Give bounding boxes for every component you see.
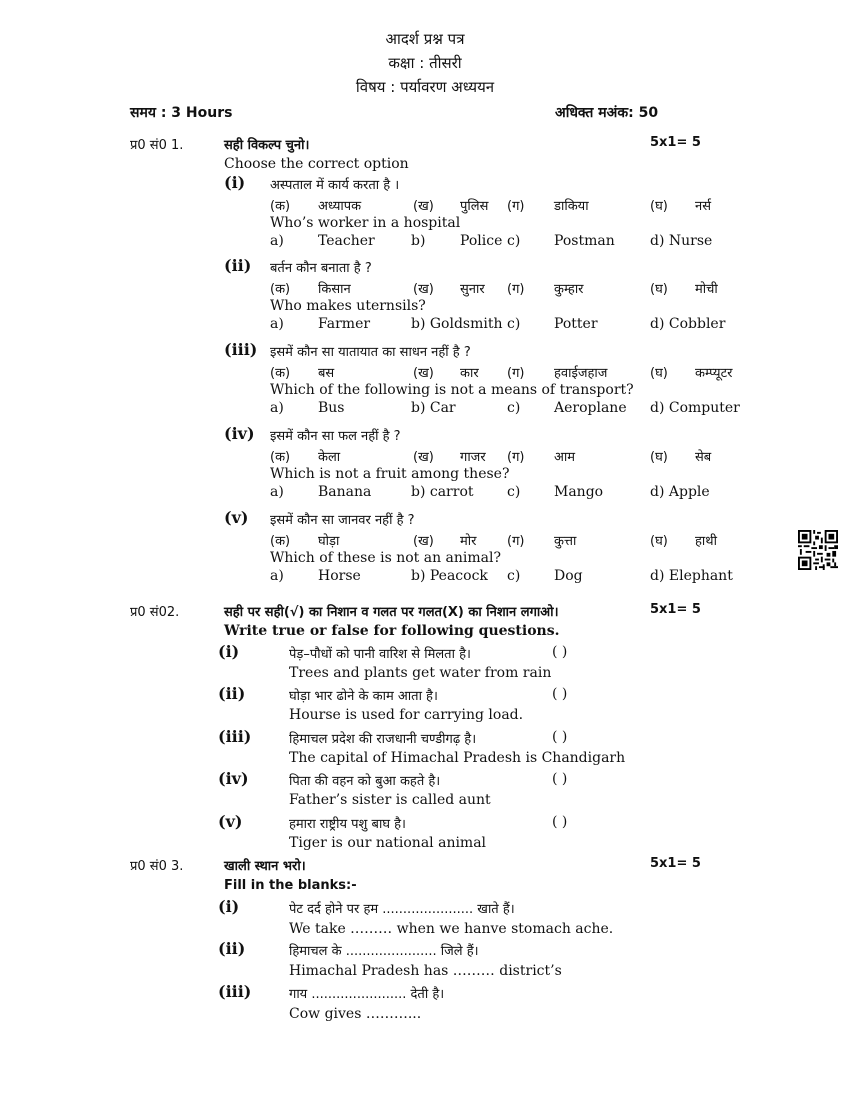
option-hindi: मोर bbox=[460, 534, 477, 549]
item-numeral: (i) bbox=[218, 642, 240, 661]
statement-english: Tiger is our national animal bbox=[289, 835, 487, 851]
option-english: b) Car bbox=[411, 400, 456, 416]
answer-blank: ( ) bbox=[552, 686, 568, 702]
qr-code-icon bbox=[798, 530, 838, 570]
blank-english: Cow gives ………... bbox=[289, 1006, 422, 1022]
item-numeral: (iv) bbox=[224, 424, 255, 443]
option-hindi: (घ) bbox=[650, 199, 668, 214]
option-english: Banana bbox=[318, 484, 372, 500]
item-numeral: (iii) bbox=[218, 727, 252, 746]
option-english: Potter bbox=[554, 316, 598, 332]
option-hindi: कम्प्यूटर bbox=[695, 366, 733, 381]
q1-number: प्र0 सं0 1. bbox=[130, 138, 184, 153]
item-numeral: (i) bbox=[218, 897, 240, 916]
q3-marks: 5x1= 5 bbox=[650, 856, 701, 871]
option-hindi: (ग) bbox=[507, 282, 525, 297]
option-hindi: पुलिस bbox=[460, 199, 489, 214]
option-hindi: (ख) bbox=[413, 366, 434, 381]
option-hindi: कुम्हार bbox=[554, 282, 584, 297]
question-english: Which of the following is not a means of transport? bbox=[270, 382, 634, 398]
q2-title-hindi: सही पर सही(√) का निशान व गलत पर गलत(X) का निशान लगाओ। bbox=[224, 605, 559, 620]
q2-title-english: Write true or false for following questions. bbox=[224, 623, 560, 639]
option-english: a) bbox=[270, 484, 284, 500]
option-hindi: घोड़ा bbox=[318, 534, 340, 549]
option-english: c) bbox=[507, 568, 521, 584]
option-english: d) Elephant bbox=[650, 568, 733, 584]
item-numeral: (ii) bbox=[224, 256, 252, 275]
option-english: Postman bbox=[554, 233, 615, 249]
option-english: b) Goldsmith bbox=[411, 316, 503, 332]
option-hindi: (ग) bbox=[507, 199, 525, 214]
option-hindi: (क) bbox=[270, 534, 291, 549]
question-english: Which is not a fruit among these? bbox=[270, 466, 510, 482]
option-english: b) Peacock bbox=[411, 568, 488, 584]
option-hindi: गाजर bbox=[460, 450, 486, 465]
option-hindi: (ख) bbox=[413, 282, 434, 297]
option-hindi: (क) bbox=[270, 282, 291, 297]
statement-hindi: घोड़ा भार ढोने के काम आता है। bbox=[289, 689, 438, 704]
paper-title: आदर्श प्रश्न पत्र bbox=[385, 30, 465, 48]
option-english: Horse bbox=[318, 568, 361, 584]
statement-english: Trees and plants get water from rain bbox=[289, 665, 552, 681]
item-numeral: (ii) bbox=[218, 684, 246, 703]
option-english: d) Nurse bbox=[650, 233, 713, 249]
item-numeral: (v) bbox=[218, 812, 243, 831]
option-hindi: हवाईजहाज bbox=[554, 366, 608, 381]
option-hindi: मोची bbox=[695, 282, 718, 297]
item-numeral: (iii) bbox=[224, 340, 258, 359]
question-hindi: इसमें कौन सा यातायात का साधन नहीं है ? bbox=[270, 345, 471, 360]
option-english: Police bbox=[460, 233, 503, 249]
option-hindi: (घ) bbox=[650, 366, 668, 381]
option-english: c) bbox=[507, 316, 521, 332]
option-english: Dog bbox=[554, 568, 583, 584]
time-label: समय : 3 Hours bbox=[130, 105, 233, 121]
option-hindi: अध्यापक bbox=[318, 199, 362, 214]
option-english: a) bbox=[270, 568, 284, 584]
q1-title-hindi: सही विकल्प चुनो। bbox=[224, 138, 310, 153]
option-hindi: हाथी bbox=[695, 534, 717, 549]
q2-number: प्र0 सं02. bbox=[130, 605, 180, 620]
option-hindi: (ख) bbox=[413, 534, 434, 549]
blank-english: Himachal Pradesh has ……… district’s bbox=[289, 963, 562, 979]
option-hindi: आम bbox=[554, 450, 576, 465]
statement-hindi: पेड़–पौधों को पानी वारिश से मिलता है। bbox=[289, 647, 471, 662]
option-hindi: केला bbox=[318, 450, 341, 465]
option-english: Teacher bbox=[318, 233, 375, 249]
q3-number: प्र0 सं0 3. bbox=[130, 859, 184, 874]
option-english: a) bbox=[270, 233, 284, 249]
option-hindi: (ग) bbox=[507, 534, 525, 549]
option-hindi: (ग) bbox=[507, 450, 525, 465]
q3-title-english: Fill in the blanks:- bbox=[224, 878, 357, 893]
question-hindi: इसमें कौन सा फल नहीं है ? bbox=[270, 429, 401, 444]
item-numeral: (i) bbox=[224, 173, 246, 192]
option-english: d) Apple bbox=[650, 484, 710, 500]
option-hindi: किसान bbox=[318, 282, 351, 297]
option-english: c) bbox=[507, 233, 521, 249]
statement-hindi: पिता की वहन को बुआ कहते है। bbox=[289, 774, 441, 789]
statement-hindi: हमारा राष्ट्रीय पशु बाघ है। bbox=[289, 817, 406, 832]
blank-hindi: हिमाचल के ...................... जिले हैं। bbox=[289, 944, 479, 959]
question-english: Which of these is not an animal? bbox=[270, 550, 501, 566]
question-hindi: अस्पताल में कार्य करता है । bbox=[270, 178, 400, 193]
question-hindi: बर्तन कौन बनाता है ? bbox=[270, 261, 372, 276]
option-english: Mango bbox=[554, 484, 604, 500]
answer-blank: ( ) bbox=[552, 644, 568, 660]
option-hindi: (क) bbox=[270, 450, 291, 465]
option-hindi: (घ) bbox=[650, 534, 668, 549]
item-numeral: (ii) bbox=[218, 939, 246, 958]
subject-line: विषय : पर्यावरण अध्ययन bbox=[355, 78, 495, 96]
option-hindi: सुनार bbox=[460, 282, 485, 297]
blank-hindi: गाय ....................... देती है। bbox=[289, 987, 445, 1002]
option-hindi: (ग) bbox=[507, 366, 525, 381]
answer-blank: ( ) bbox=[552, 771, 568, 787]
option-english: c) bbox=[507, 400, 521, 416]
option-english: b) carrot bbox=[411, 484, 474, 500]
option-hindi: (क) bbox=[270, 366, 291, 381]
item-numeral: (v) bbox=[224, 508, 249, 527]
answer-blank: ( ) bbox=[552, 729, 568, 745]
question-english: Who’s worker in a hospital bbox=[270, 215, 461, 231]
option-english: a) bbox=[270, 400, 284, 416]
q3-title-hindi: खाली स्थान भरो। bbox=[224, 859, 306, 874]
option-hindi: बस bbox=[318, 366, 335, 381]
item-numeral: (iii) bbox=[218, 982, 252, 1001]
answer-blank: ( ) bbox=[552, 814, 568, 830]
option-hindi: (ख) bbox=[413, 199, 434, 214]
max-marks-label: अधिक्त मअंक: 50 bbox=[555, 105, 659, 121]
blank-english: We take ……… when we hanve stomach ache. bbox=[289, 921, 614, 937]
statement-english: Hourse is used for carrying load. bbox=[289, 707, 524, 723]
option-hindi: डाकिया bbox=[554, 199, 589, 214]
option-hindi: सेब bbox=[695, 450, 712, 465]
item-numeral: (iv) bbox=[218, 769, 249, 788]
option-hindi: (ख) bbox=[413, 450, 434, 465]
option-english: Farmer bbox=[318, 316, 371, 332]
option-english: b) bbox=[411, 233, 426, 249]
option-english: d) Computer bbox=[650, 400, 740, 416]
q1-title-english: Choose the correct option bbox=[224, 156, 409, 172]
statement-english: The capital of Himachal Pradesh is Chandigarh bbox=[289, 750, 626, 766]
statement-hindi: हिमाचल प्रदेश की राजधानी चण्डीगढ़ है। bbox=[289, 732, 477, 747]
option-english: d) Cobbler bbox=[650, 316, 726, 332]
option-english: a) bbox=[270, 316, 284, 332]
option-hindi: (घ) bbox=[650, 282, 668, 297]
blank-hindi: पेट दर्द होने पर हम ...................... खाते हैं। bbox=[289, 902, 515, 917]
class-line: कक्षा : तीसरी bbox=[388, 54, 462, 72]
option-english: Aeroplane bbox=[554, 400, 627, 416]
option-hindi: नर्स bbox=[695, 199, 712, 214]
option-hindi: कार bbox=[460, 366, 479, 381]
option-hindi: कुत्ता bbox=[554, 534, 577, 549]
q2-marks: 5x1= 5 bbox=[650, 602, 701, 617]
option-hindi: (घ) bbox=[650, 450, 668, 465]
question-english: Who makes uternsils? bbox=[270, 298, 426, 314]
statement-english: Father’s sister is called aunt bbox=[289, 792, 491, 808]
option-hindi: (क) bbox=[270, 199, 291, 214]
q1-marks: 5x1= 5 bbox=[650, 135, 701, 150]
question-hindi: इसमें कौन सा जानवर नहीं है ? bbox=[270, 513, 415, 528]
option-english: c) bbox=[507, 484, 521, 500]
option-english: Bus bbox=[318, 400, 345, 416]
